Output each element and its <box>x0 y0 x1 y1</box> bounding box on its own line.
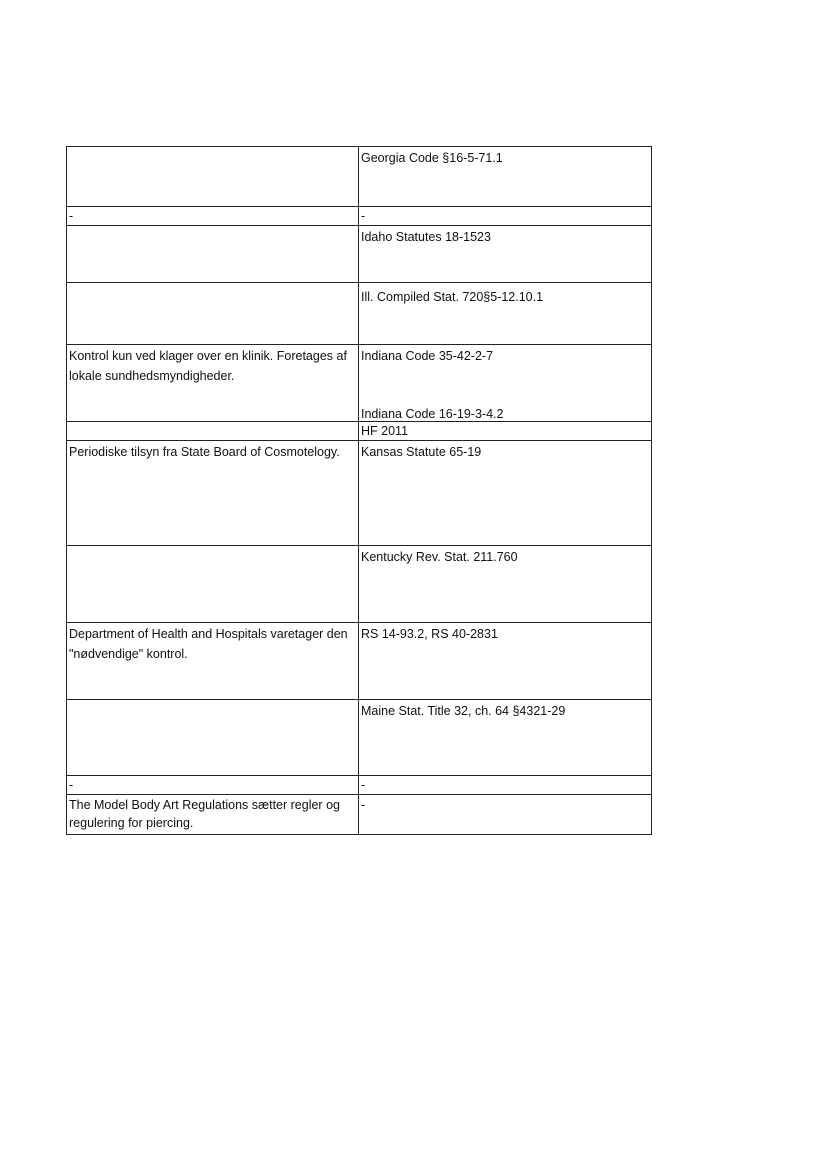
right-cell: Maine Stat. Title 32, ch. 64 §4321-29 <box>361 704 566 718</box>
left-cell <box>67 283 359 344</box>
table-row <box>67 700 651 776</box>
right-cell: Ill. Compiled Stat. 720§5-12.10.1 <box>361 290 544 304</box>
right-cell: Idaho Statutes 18-1523 <box>361 230 491 244</box>
table-row <box>67 422 651 441</box>
right-cell-extra-text: Indiana Code 16-19-3-4.2 <box>361 407 504 421</box>
right-cell: - <box>361 209 366 223</box>
right-cell: Kentucky Rev. Stat. 211.760 <box>361 550 518 564</box>
table-row <box>67 226 651 283</box>
right-cell: Georgia Code §16-5-71.1 <box>361 151 503 165</box>
regulations-table <box>66 146 652 835</box>
table-row <box>67 776 651 795</box>
table-row <box>67 623 651 700</box>
left-cell <box>67 422 359 440</box>
left-cell: Periodiske tilsyn fra State Board of Cosmotelogy. <box>67 441 359 545</box>
left-cell: Kontrol kun ved klager over en klinik. Foretages af lokale sundhedsmyndigheder. <box>67 345 359 421</box>
left-cell <box>67 700 359 775</box>
left-cell <box>67 226 359 282</box>
left-cell <box>67 147 359 206</box>
right-cell: Kansas Statute 65-19 <box>361 445 482 459</box>
left-cell <box>67 546 359 622</box>
table-row <box>67 283 651 345</box>
table-row <box>67 795 651 834</box>
left-cell: - <box>67 776 359 794</box>
table-row <box>67 147 651 207</box>
right-cell: RS 14-93.2, RS 40-2831 <box>361 627 498 641</box>
table-row <box>67 207 651 226</box>
table-row <box>67 546 651 623</box>
right-cell-text: Indiana Code 35-42-2-7 <box>361 349 494 363</box>
table-row <box>67 345 651 422</box>
right-cell: - <box>361 798 366 812</box>
right-cell <box>359 345 651 421</box>
table-row <box>67 441 651 546</box>
left-cell: Department of Health and Hospitals varetager den "nødvendige" kontrol. <box>67 623 359 699</box>
left-cell: The Model Body Art Regulations sætter regler og regulering for piercing. <box>67 795 359 834</box>
left-cell: - <box>67 207 359 225</box>
right-cell: - <box>361 778 366 792</box>
right-cell: HF 2011 <box>361 424 409 438</box>
